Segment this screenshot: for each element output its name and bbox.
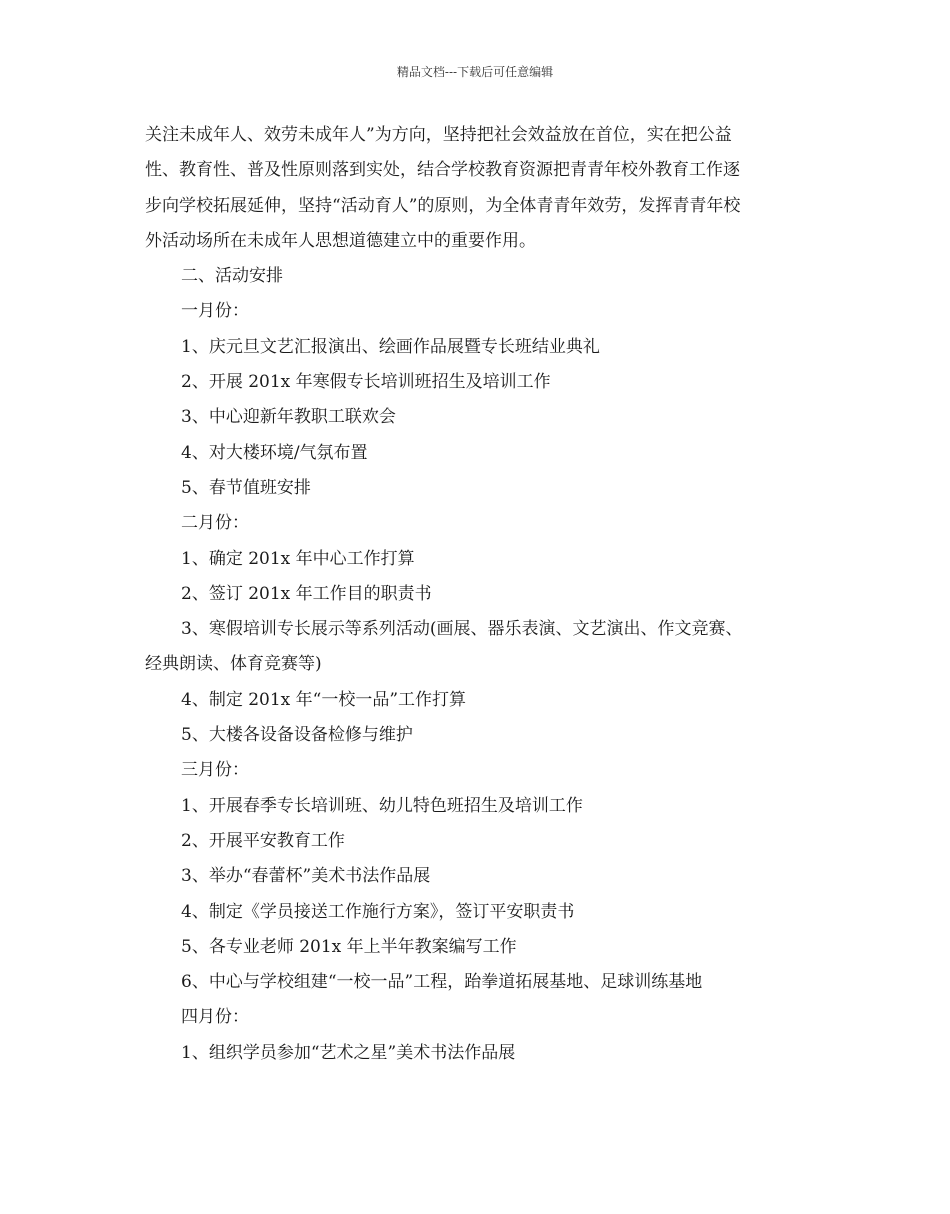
page-header: 精品文档---下载后可任意编辑 — [396, 65, 554, 79]
text-line: 5、春节值班安排 — [181, 477, 311, 498]
text-line: 1、开展春季专长培训班、幼儿特色班招生及培训工作 — [181, 795, 583, 816]
text-line: 4、制定 201x 年“一校一品”工作打算 — [181, 689, 467, 710]
text-line: 性、教育性、普及性原则落到实处，结合学校教育资源把青青年校外教育工作逐 — [145, 160, 740, 181]
text-line: 经典朗读、体育竞赛等) — [145, 654, 322, 675]
text-line: 1、确定 201x 年中心工作打算 — [181, 548, 415, 569]
text-line: 5、大楼各设备设备检修与维护 — [181, 725, 413, 746]
text-line: 4、制定《学员接送工作施行方案》，签订平安职责书 — [181, 901, 575, 922]
text-line: 3、举办“春蕾杯”美术书法作品展 — [181, 866, 431, 887]
text-line: 6、中心与学校组建“一校一品”工程，跆拳道拓展基地、足球训练基地 — [181, 972, 703, 993]
text-line: 2、签订 201x 年工作目的职责书 — [181, 583, 432, 604]
text-line: 2、开展平安教育工作 — [181, 830, 345, 851]
text-line: 一月份： — [181, 301, 249, 322]
document-body — [145, 118, 805, 1071]
text-line: 四月份： — [181, 1007, 249, 1028]
text-line: 二、活动安排 — [181, 266, 283, 287]
text-line: 4、对大楼环境/气氛布置 — [181, 442, 368, 463]
text-line: 3、中心迎新年教职工联欢会 — [181, 407, 396, 428]
text-line: 步向学校拓展延伸，坚持“活动育人”的原则，为全体青青年效劳，发挥青青年校 — [145, 195, 741, 216]
text-line: 2、开展 201x 年寒假专长培训班招生及培训工作 — [181, 372, 551, 393]
text-line: 关注未成年人、效劳未成年人”为方向，坚持把社会效益放在首位，实在把公益 — [145, 125, 732, 145]
text-line: 3、寒假培训专长展示等系列活动(画展、器乐表演、文艺演出、作文竞赛、 — [181, 619, 743, 640]
text-line: 外活动场所在未成年人思想道德建立中的重要作用。 — [145, 230, 536, 251]
text-line: 1、庆元旦文艺汇报演出、绘画作品展暨专长班结业典礼 — [181, 336, 600, 357]
text-line: 二月份： — [181, 513, 249, 534]
text-line: 1、组织学员参加“艺术之星”美术书法作品展 — [181, 1042, 516, 1063]
text-line: 5、各专业老师 201x 年上半年教案编写工作 — [181, 936, 517, 957]
text-line: 三月份： — [181, 760, 249, 781]
